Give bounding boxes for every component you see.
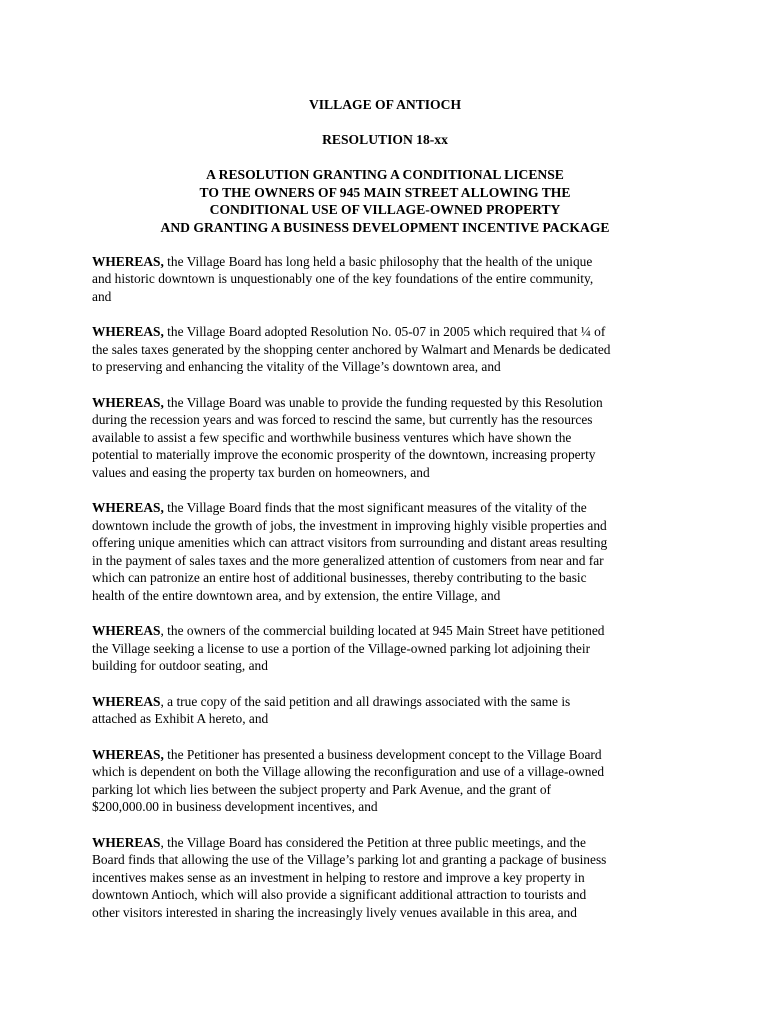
clause-line	[92, 411, 682, 429]
clause-text: downtown include the growth of jobs, the investment in improving highly visible properties and	[92, 517, 607, 533]
whereas-clause	[92, 693, 682, 728]
whereas-keyword: WHEREAS	[92, 623, 161, 639]
clause-text: the Petitioner has presented a business development concept to the Village Board	[163, 746, 602, 762]
clause-line	[92, 710, 682, 728]
clause-line	[92, 781, 682, 799]
clause-text: , the owners of the commercial building located at 945 Main Street have petitioned	[160, 623, 605, 639]
clause-line	[92, 693, 682, 711]
title-line: AND GRANTING A BUSINESS DEVELOPMENT INCENTIVE PACKAGE	[160, 219, 610, 235]
clause-text: potential to materially improve the economic prosperity of the downtown, increasing property	[92, 447, 596, 463]
clause-line	[92, 798, 682, 816]
whereas-keyword: WHEREAS	[92, 693, 161, 709]
village-name: VILLAGE OF ANTIOCH	[308, 97, 462, 112]
clause-line	[92, 746, 682, 764]
resolution-title	[0, 166, 770, 236]
clause-line	[92, 270, 682, 288]
clause-line	[92, 253, 682, 271]
clause-text: offering unique amenities which can attract visitors from surrounding and distant areas resulting	[92, 535, 608, 551]
clause-line	[92, 657, 682, 675]
clause-line	[92, 358, 682, 376]
whereas-clause	[92, 834, 682, 922]
title-line: A RESOLUTION GRANTING A CONDITIONAL LICENSE	[206, 167, 564, 183]
clause-line	[92, 834, 682, 852]
clause-line	[92, 394, 682, 412]
clause-line	[92, 886, 682, 904]
whereas-clause	[92, 253, 682, 306]
clause-text: the sales taxes generated by the shopping center anchored by Walmart and Menards be dedicated	[92, 341, 611, 357]
whereas-clause	[92, 394, 682, 482]
whereas-clause	[92, 323, 682, 376]
whereas-clause	[92, 499, 682, 604]
clause-text: in the payment of sales taxes and the more generalized attention of customers from near and far	[92, 552, 604, 568]
clause-line	[92, 851, 682, 869]
clause-line	[92, 534, 682, 552]
clause-line	[92, 446, 682, 464]
clause-text: building for outdoor seating, and	[92, 658, 268, 674]
clause-line	[92, 622, 682, 640]
clause-line	[92, 763, 682, 781]
whereas-clause	[92, 746, 682, 816]
clause-line	[92, 499, 682, 517]
clause-text: the Village Board adopted Resolution No. 05-07 in 2005 which required that ¼ of	[163, 324, 606, 340]
clause-text: , the Village Board has considered the Petition at three public meetings, and the	[160, 834, 586, 850]
clause-line	[92, 552, 682, 570]
resolution-body	[92, 253, 682, 922]
whereas-keyword: WHEREAS,	[92, 394, 164, 410]
clause-text: which is dependent on both the Village allowing the reconfiguration and use of a village-owned	[92, 764, 605, 780]
title-line: CONDITIONAL USE OF VILLAGE-OWNED PROPERTY	[209, 202, 561, 218]
clause-line	[92, 640, 682, 658]
clause-text: $200,000.00 in business development incentives, and	[92, 799, 378, 815]
whereas-keyword: WHEREAS	[92, 834, 161, 850]
clause-line	[92, 517, 682, 535]
clause-line	[92, 587, 682, 605]
clause-text: values and easing the property tax burden on homeowners, and	[92, 464, 430, 480]
whereas-keyword: WHEREAS,	[92, 253, 164, 269]
whereas-keyword: WHEREAS,	[92, 324, 164, 340]
clause-text: and	[92, 288, 112, 304]
whereas-keyword: WHEREAS,	[92, 500, 164, 516]
clause-text: the Village Board has long held a basic philosophy that the health of the unique	[163, 253, 593, 269]
clause-text: parking lot which lies between the subject property and Park Avenue, and the grant of	[92, 781, 551, 797]
clause-text: downtown Antioch, which will also provide a significant additional attraction to tourists and	[92, 887, 587, 903]
clause-line	[92, 869, 682, 887]
clause-text: incentives makes sense as an investment in helping to restore and improve a key property in	[92, 869, 585, 885]
clause-text: which can patronize an entire host of additional businesses, thereby contributing to the basic	[92, 570, 587, 586]
clause-text: and historic downtown is unquestionably one of the key foundations of the entire community,	[92, 271, 594, 287]
clause-text: available to assist a few specific and worthwhile business ventures which have shown the	[92, 429, 572, 445]
clause-text: the Village Board finds that the most significant measures of the vitality of the	[163, 500, 587, 516]
resolution-number: RESOLUTION 18-xx	[322, 131, 448, 147]
clause-text: attached as Exhibit A hereto, and	[92, 711, 269, 727]
clause-line	[92, 464, 682, 482]
clause-line	[92, 429, 682, 447]
clause-line	[92, 569, 682, 587]
clause-text: health of the entire downtown area, and by extension, the entire Village, and	[92, 587, 501, 603]
clause-text: other visitors interested in sharing the increasingly lively venues available in this area, and	[92, 904, 577, 920]
clause-line	[92, 904, 682, 922]
title-line: TO THE OWNERS OF 945 MAIN STREET ALLOWING THE	[199, 184, 571, 200]
clause-line	[92, 288, 682, 306]
clause-line	[92, 323, 682, 341]
clause-text: Board finds that allowing the use of the Village’s parking lot and granting a package of business	[92, 852, 607, 868]
clause-text: during the recession years and was forced to rescind the same, but currently has the resources	[92, 412, 593, 428]
document-header	[0, 96, 770, 237]
clause-text: to preserving and enhancing the vitality of the Village’s downtown area, and	[92, 359, 501, 375]
whereas-clause	[92, 622, 682, 675]
clause-line	[92, 341, 682, 359]
whereas-keyword: WHEREAS,	[92, 746, 164, 762]
clause-text: , a true copy of the said petition and all drawings associated with the same is	[160, 693, 571, 709]
clause-text: the Village Board was unable to provide the funding requested by this Resolution	[163, 394, 603, 410]
clause-text: the Village seeking a license to use a portion of the Village-owned parking lot adjoining their	[92, 640, 591, 656]
